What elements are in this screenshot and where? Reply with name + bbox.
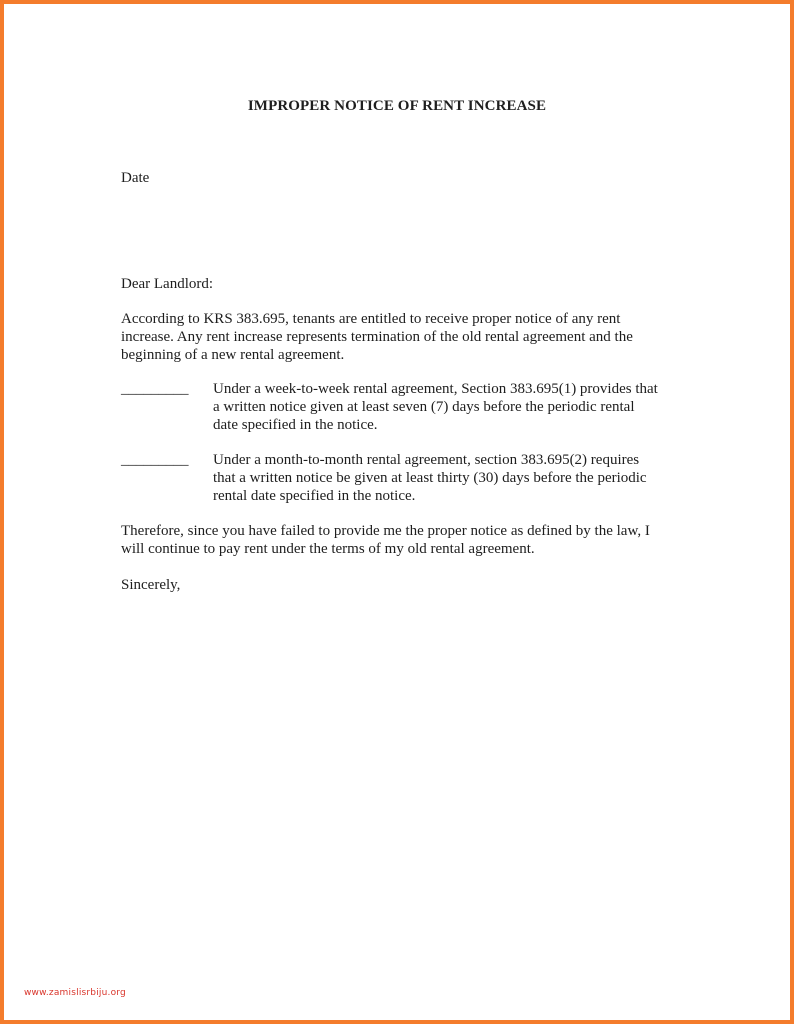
- option-text-month: [213, 451, 647, 505]
- document-title: IMPROPER NOTICE OF RENT INCREASE: [247, 98, 547, 114]
- intro-line: increase. Any rent increase represents termination of the old rental agreement and the: [121, 329, 633, 345]
- option-line: rental date specified in the notice.: [213, 488, 416, 504]
- date-label: Date: [121, 170, 150, 186]
- intro-line: According to KRS 383.695, tenants are entitled to receive proper notice of any rent: [121, 311, 621, 327]
- intro-line: beginning of a new rental agreement.: [121, 347, 345, 363]
- conclusion-line: Therefore, since you have failed to provide me the proper notice as defined by the law, I: [121, 523, 650, 539]
- closing: Sincerely,: [121, 577, 181, 593]
- option-line: date specified in the notice.: [213, 417, 378, 433]
- option-blank-month[interactable]: _________: [121, 452, 189, 468]
- option-text-week: [213, 380, 658, 434]
- conclusion-paragraph: [121, 522, 650, 558]
- watermark-link[interactable]: www.zamislisrbiju.org: [24, 988, 126, 998]
- option-line: Under a week-to-week rental agreement, Section 383.695(1) provides that: [213, 381, 658, 397]
- option-line: that a written notice be given at least thirty (30) days before the periodic: [213, 470, 647, 486]
- option-blank-week[interactable]: _________: [121, 381, 189, 397]
- option-line: a written notice given at least seven (7) days before the periodic rental: [213, 399, 635, 415]
- intro-paragraph: [121, 310, 633, 364]
- option-line: Under a month-to-month rental agreement, section 383.695(2) requires: [213, 452, 640, 468]
- conclusion-line: will continue to pay rent under the terms of my old rental agreement.: [121, 541, 535, 557]
- salutation: Dear Landlord:: [121, 276, 214, 292]
